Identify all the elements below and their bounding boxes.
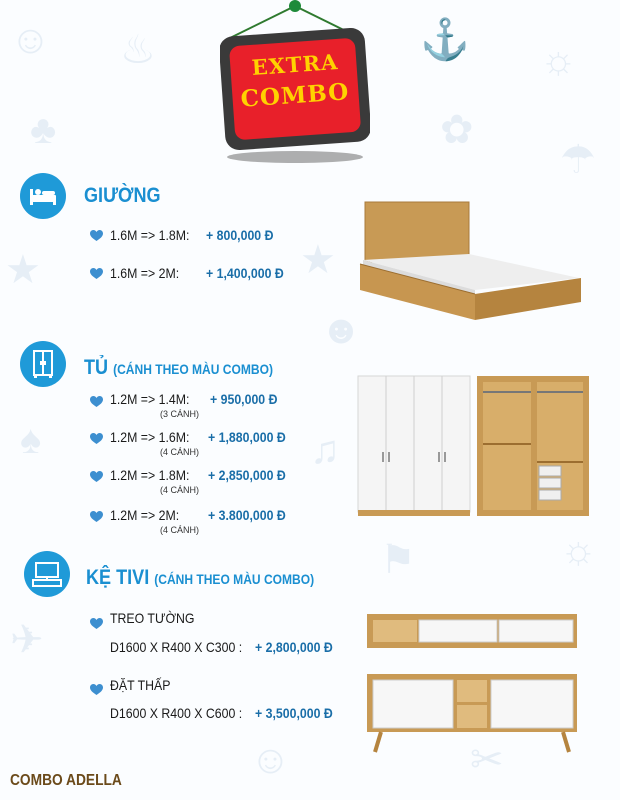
wardrobe-row-price: + 1,880,000 Đ <box>208 429 286 445</box>
bg-doodle-icon: ✂ <box>470 738 504 782</box>
wardrobe-section-badge <box>20 341 66 387</box>
wardrobe-row-price: + 950,000 Đ <box>210 391 278 407</box>
heart-bullet-icon <box>90 433 103 445</box>
wardrobe-product-image <box>355 374 595 522</box>
bg-doodle-icon: ★ <box>300 238 336 282</box>
tv-stand-product-image <box>365 606 580 756</box>
wardrobe-row-note: (3 CÁNH) <box>160 409 200 419</box>
bg-doodle-icon: ✿ <box>440 108 474 152</box>
tv-item-price: + 2,800,000 Đ <box>255 639 333 655</box>
heart-bullet-icon <box>90 396 103 408</box>
bg-doodle-icon: ♫ <box>310 428 340 472</box>
tv-icon <box>24 551 70 597</box>
extra-combo-sign <box>220 0 370 165</box>
wardrobe-subtitle: (CÁNH THEO MÀU COMBO) <box>113 361 273 377</box>
bed-product-image <box>355 198 585 322</box>
wardrobe-row-note: (4 CÁNH) <box>160 447 200 457</box>
bg-doodle-icon: ☂ <box>560 138 596 182</box>
wardrobe-row-note: (4 CÁNH) <box>160 485 200 495</box>
bg-doodle-icon: ☼ <box>540 38 577 82</box>
tv-section-badge <box>24 551 70 597</box>
bed-row-price: + 1,400,000 Đ <box>206 265 284 281</box>
bed-row-spec: 1.6M => 2M: <box>110 265 180 281</box>
bg-doodle-icon: ⚑ <box>380 538 416 582</box>
wardrobe-title-text: TỦ <box>84 356 109 379</box>
bed-row-price: + 800,000 Đ <box>206 227 274 243</box>
wardrobe-row-price: + 2,850,000 Đ <box>208 467 286 483</box>
bed-icon <box>20 173 66 219</box>
wardrobe-row-spec: 1.2M => 1.8M: <box>110 467 190 483</box>
bg-doodle-icon: ☼ <box>560 528 597 572</box>
wardrobe-row-price: + 3.800,000 Đ <box>208 507 286 523</box>
tv-item-spec: D1600 X R400 X C600 : <box>110 705 243 721</box>
sign-title-line2: COMBO <box>239 78 351 113</box>
bed-section-badge <box>20 173 66 219</box>
bg-doodle-icon: ★ <box>5 248 41 292</box>
wardrobe-row-spec: 1.2M => 1.4M: <box>110 391 190 407</box>
bg-doodle-icon: ♠ <box>20 418 42 462</box>
wardrobe-icon <box>20 341 66 387</box>
heart-bullet-icon <box>90 230 103 242</box>
wardrobe-row-note: (4 CÁNH) <box>160 525 200 535</box>
tv-section-title <box>86 566 314 590</box>
tv-subtitle: (CÁNH THEO MÀU COMBO) <box>154 571 315 587</box>
bg-doodle-icon: ♨ <box>120 28 156 72</box>
bg-doodle-icon: ☻ <box>320 308 363 352</box>
bed-row-spec: 1.6M => 1.8M: <box>110 227 190 243</box>
heart-bullet-icon <box>90 618 103 630</box>
wardrobe-row-spec: 1.2M => 2M: <box>110 507 180 523</box>
tv-item-price: + 3,500,000 Đ <box>255 705 333 721</box>
brand-label: COMBO ADELLA <box>10 772 122 789</box>
bg-doodle-icon: ♣ <box>30 108 57 152</box>
heart-bullet-icon <box>90 684 103 696</box>
tv-title-text: KỆ TIVI <box>86 566 150 589</box>
tv-item-name: ĐẶT THẤP <box>110 677 171 693</box>
tv-item-name: TREO TƯỜNG <box>110 610 195 626</box>
bg-doodle-icon: ✈ <box>10 618 44 662</box>
bed-section-title: GIƯỜNG <box>84 184 161 207</box>
heart-bullet-icon <box>90 471 103 483</box>
bg-doodle-icon: ⚓ <box>420 18 470 62</box>
wardrobe-row-spec: 1.2M => 1.6M: <box>110 429 190 445</box>
bg-doodle-icon: ☺ <box>10 18 51 62</box>
heart-bullet-icon <box>90 268 103 280</box>
bg-doodle-icon: ☺ <box>250 738 291 782</box>
tv-item-spec: D1600 X R400 X C300 : <box>110 639 243 655</box>
wardrobe-section-title <box>84 356 273 380</box>
heart-bullet-icon <box>90 511 103 523</box>
sign-title-line1: EXTRA <box>250 49 340 80</box>
